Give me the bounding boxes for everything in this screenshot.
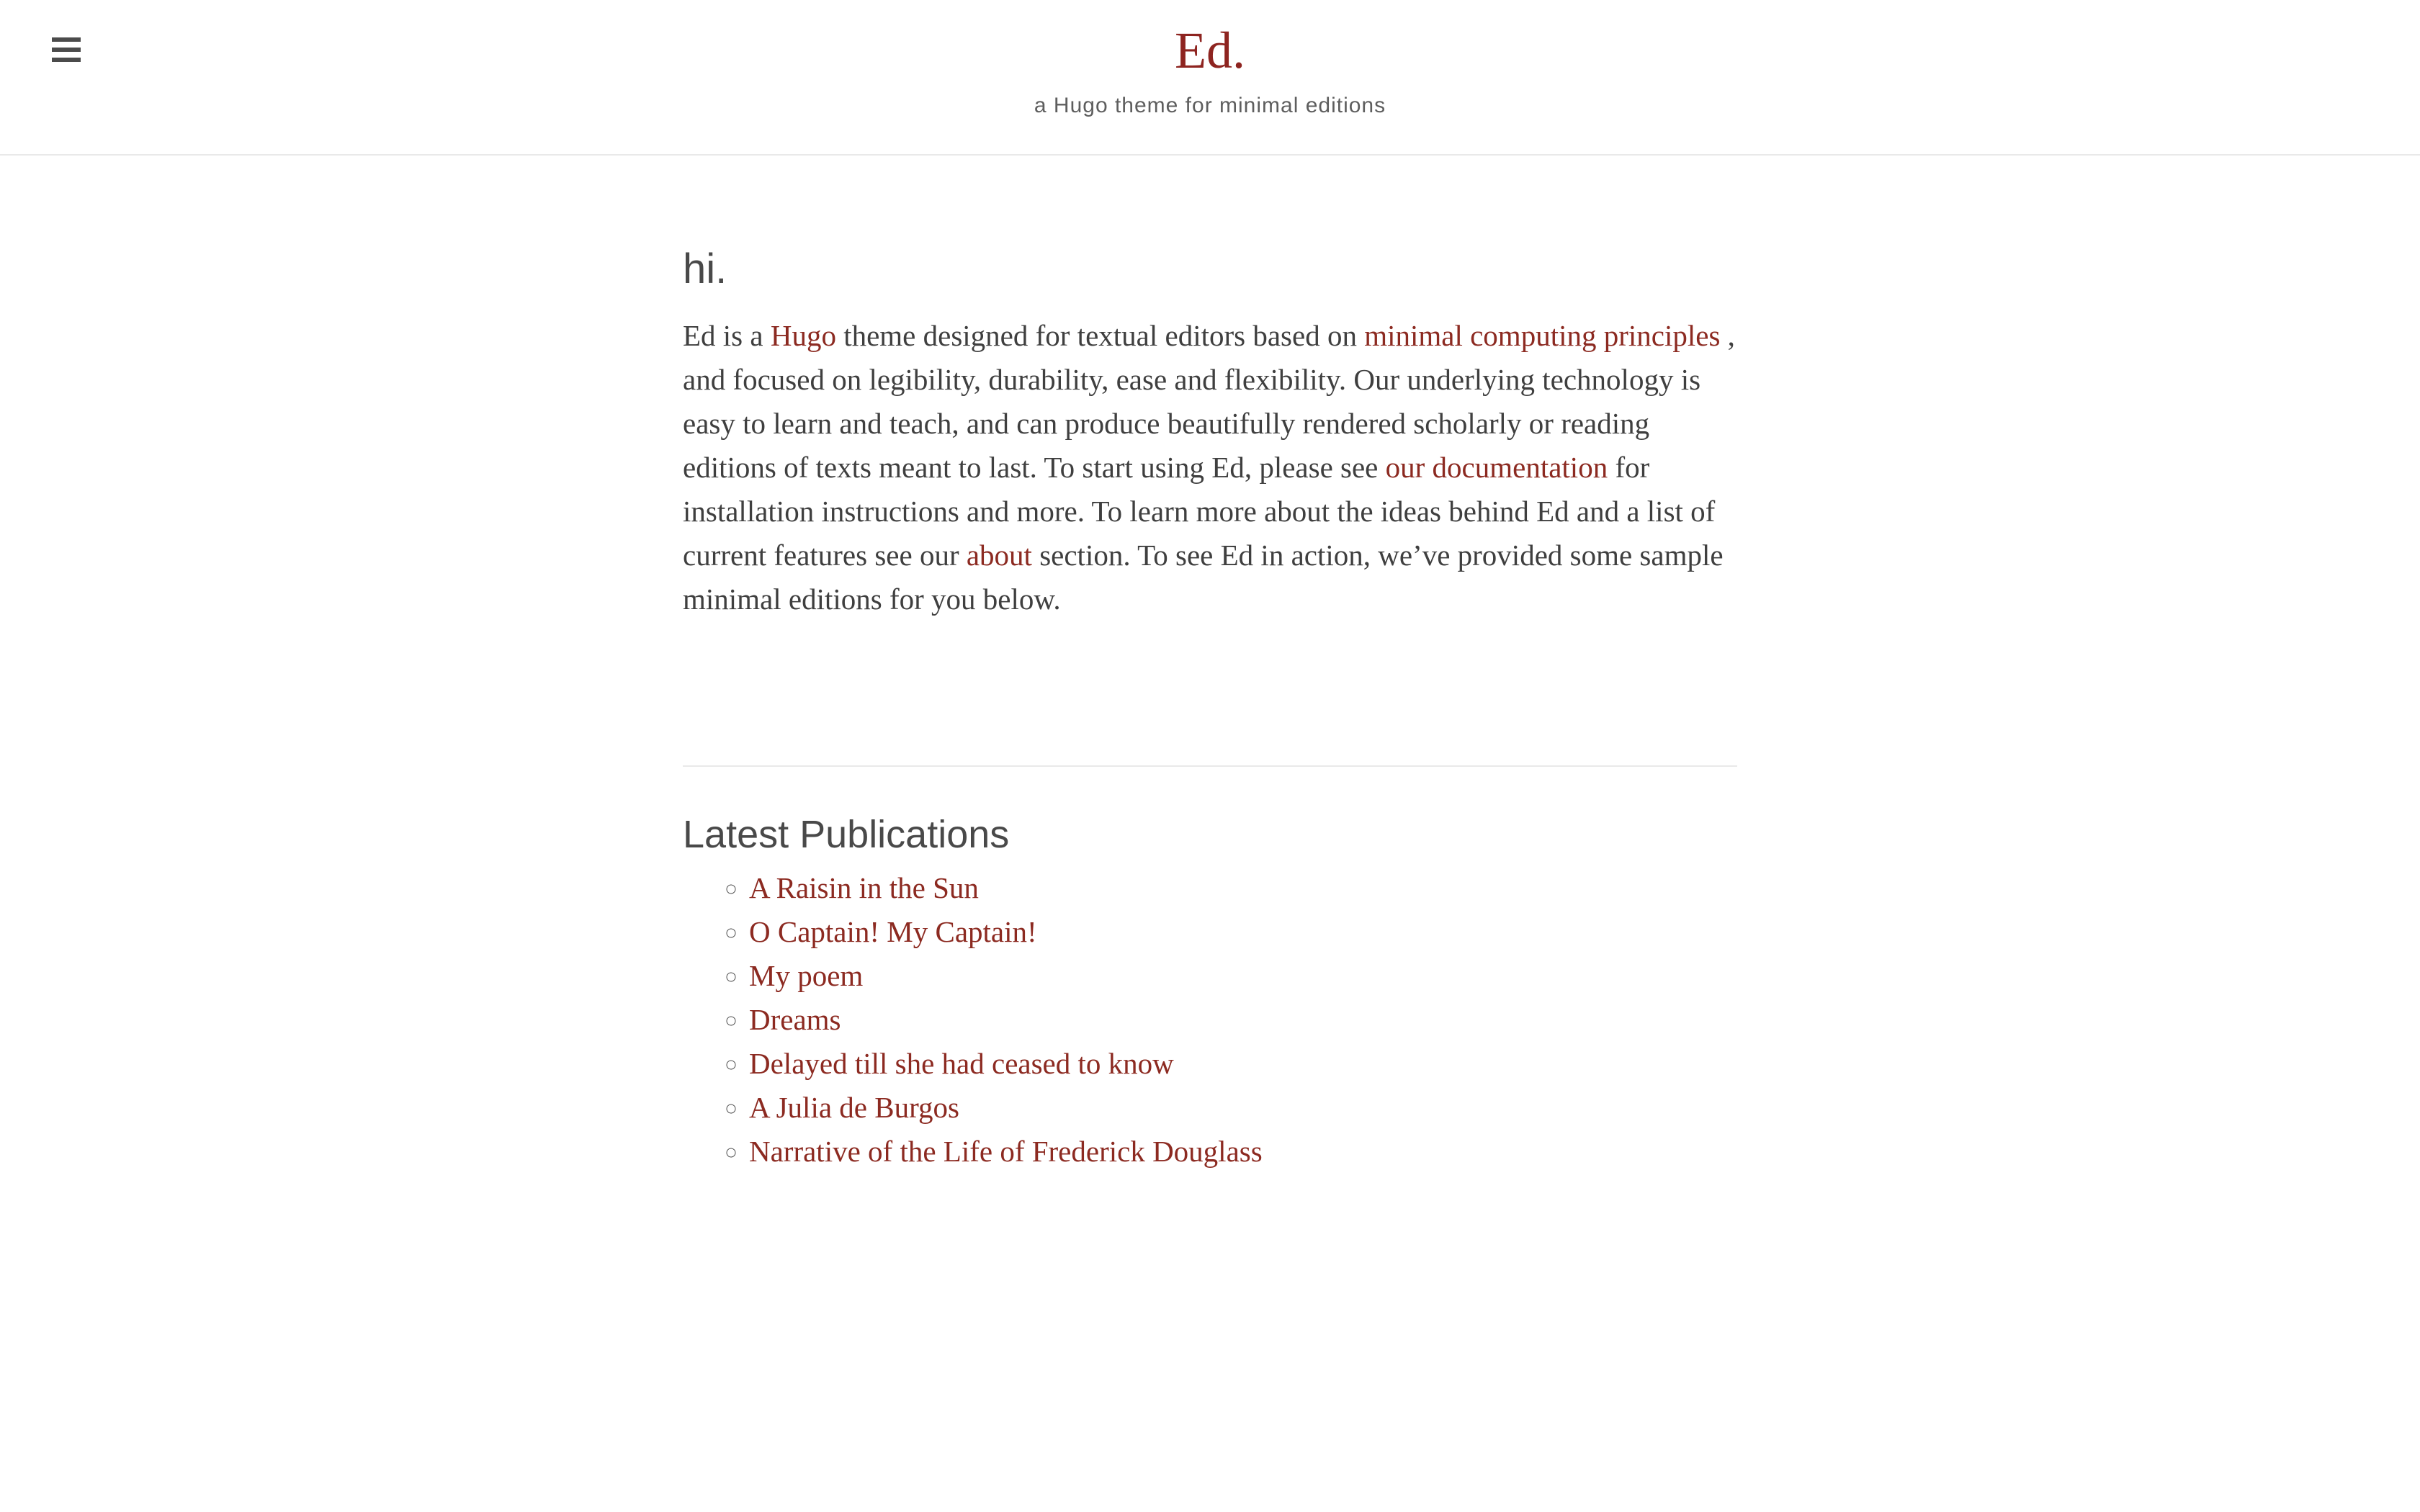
publication-link[interactable]: A Julia de Burgos (749, 1091, 959, 1124)
publication-item (749, 866, 1737, 910)
publication-link[interactable]: My poem (749, 959, 864, 992)
publication-item (749, 1042, 1737, 1086)
intro-text: for installation instructions and more. To learn more about the ideas behind Ed and a list of current features see our (683, 451, 1716, 572)
publications-list (683, 866, 1737, 1174)
page-title: hi. (683, 246, 727, 292)
publication-item (749, 954, 1737, 998)
publication-link[interactable]: A Raisin in the Sun (749, 871, 979, 904)
inline-link[interactable]: Hugo (770, 319, 836, 352)
publication-item (749, 1130, 1737, 1174)
masthead (0, 0, 2420, 118)
main-content (683, 156, 1737, 1174)
publication-link[interactable]: Delayed till she had ceased to know (749, 1047, 1174, 1080)
site-subtitle: a Hugo theme for minimal editions (1034, 94, 1386, 117)
section-divider (683, 765, 1737, 767)
publication-item (749, 910, 1737, 954)
intro-text: , and focused on legibility, durability, ease and flexibility. Our underlying technology is easy to learn and teach, and can produce beautifully rendered scholarly or reading editions of texts meant to last. To start using Ed, please see (683, 319, 1735, 484)
publication-link[interactable]: O Captain! My Captain! (749, 915, 1037, 948)
intro-paragraph (683, 314, 1737, 621)
publication-item (749, 1086, 1737, 1130)
inline-link[interactable]: about (966, 539, 1032, 572)
publication-link[interactable]: Narrative of the Life of Frederick Douglass (749, 1135, 1263, 1168)
intro-text: section. To see Ed in action, we’ve provided some sample minimal editions for you below. (683, 539, 1724, 616)
site-title[interactable]: Ed. (1175, 22, 1245, 79)
site-header (0, 0, 2420, 156)
publications-heading: Latest Publications (683, 813, 1010, 856)
intro-text: Ed is a (683, 319, 771, 352)
publication-link[interactable]: Dreams (749, 1003, 841, 1036)
inline-link[interactable]: minimal computing principles (1364, 319, 1721, 352)
menu-button[interactable] (52, 37, 81, 62)
hamburger-icon (52, 37, 81, 62)
publications-section (683, 813, 1737, 1174)
intro-text: theme designed for textual editors based on (835, 319, 1365, 352)
inline-link[interactable]: our documentation (1385, 451, 1608, 484)
publication-item (749, 998, 1737, 1042)
